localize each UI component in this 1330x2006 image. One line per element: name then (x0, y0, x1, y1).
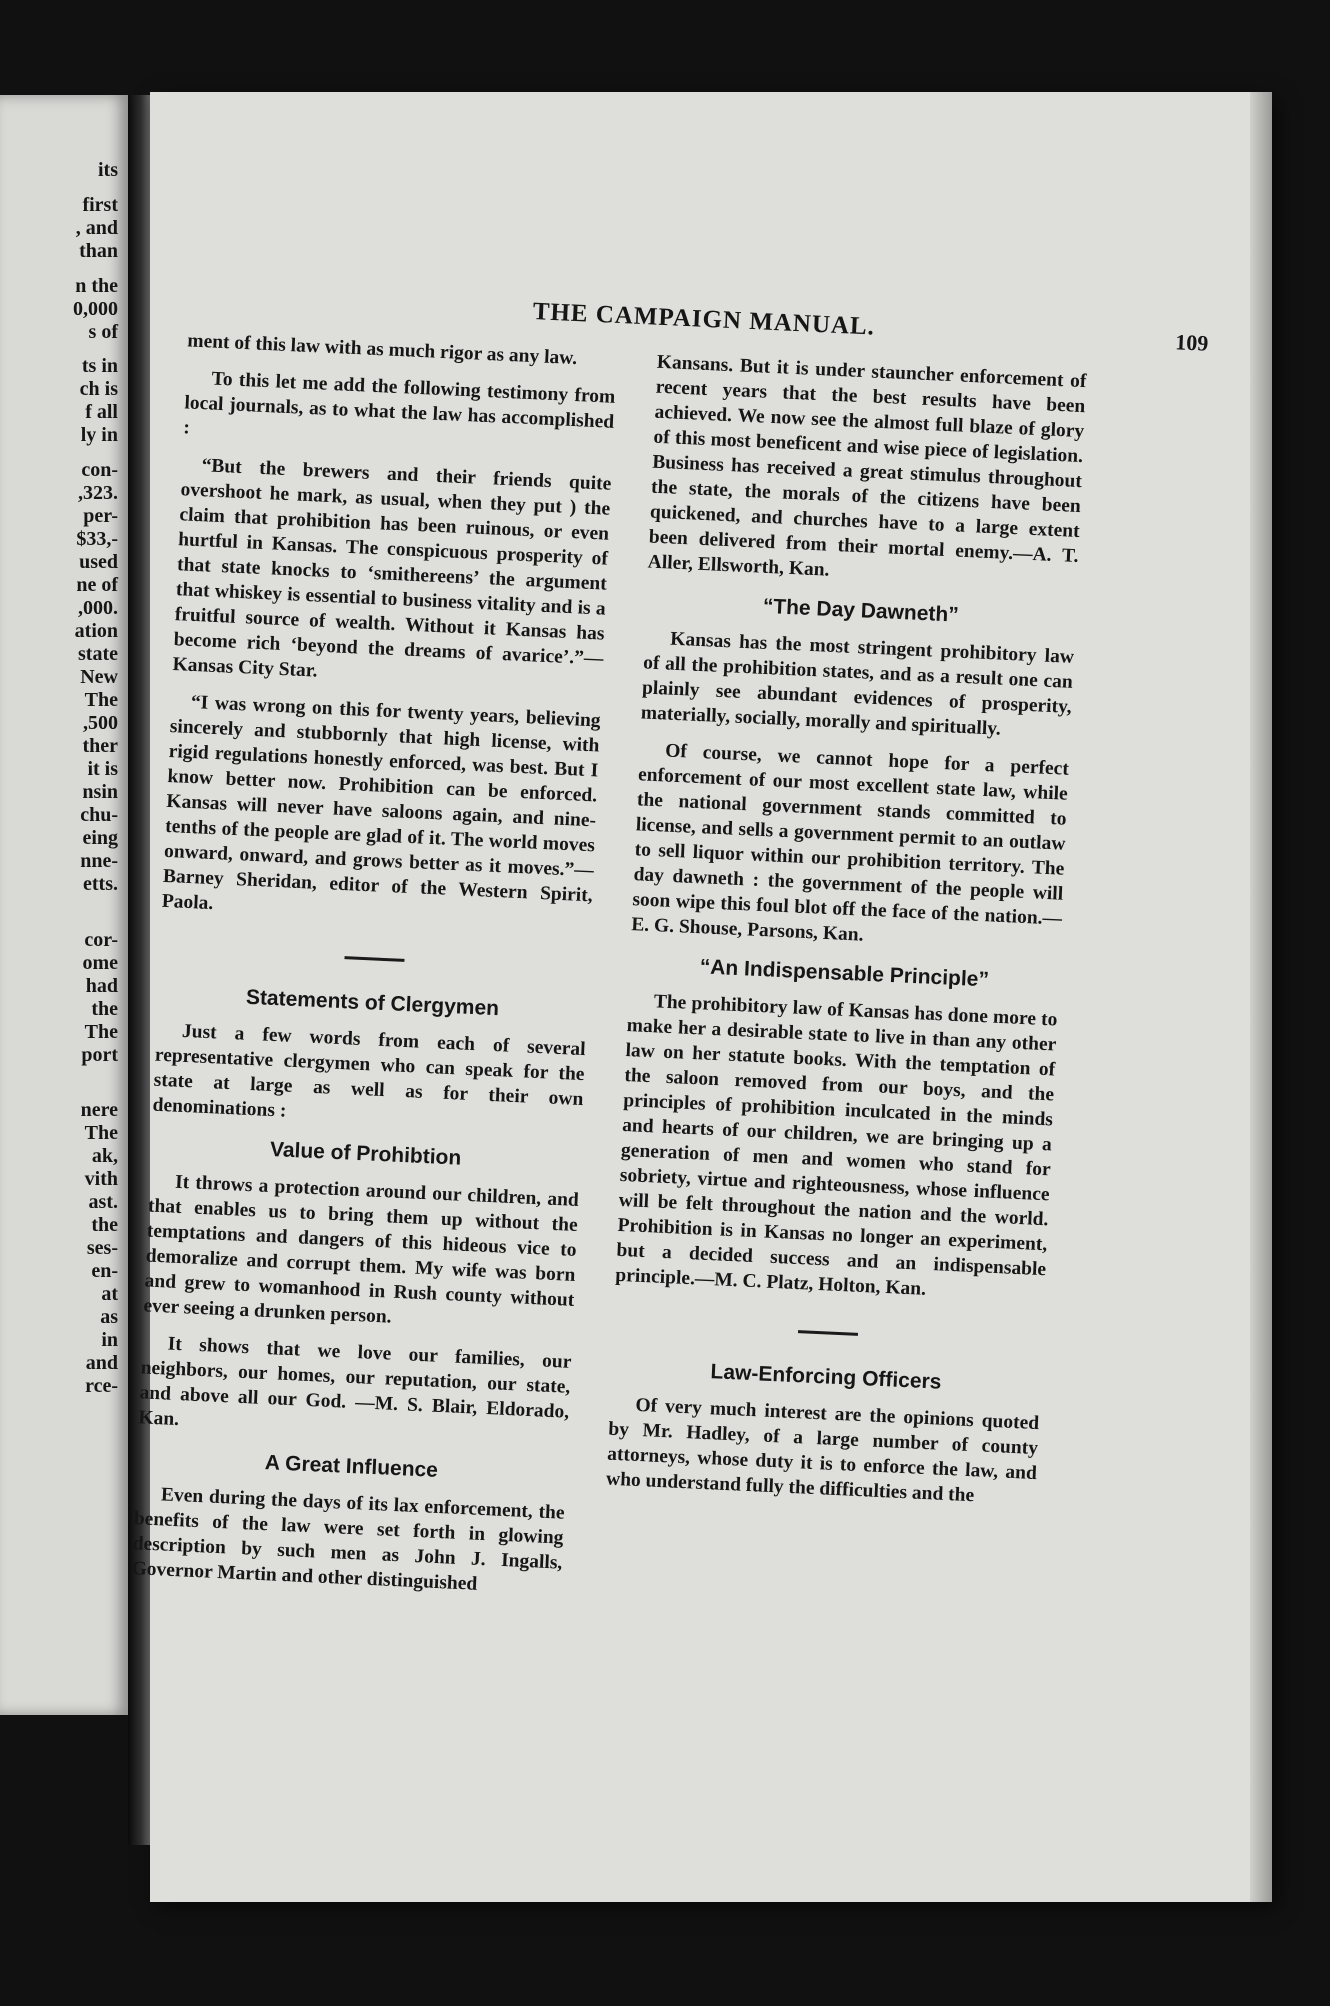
facing-page-fragment: The (84, 1122, 118, 1144)
facing-page-edge (0, 95, 128, 1715)
facing-page-fragment: port (81, 1044, 118, 1066)
facing-page-fragment: ome (82, 952, 118, 974)
facing-page-fragment: n the (75, 275, 118, 297)
facing-page-fragment: ts in (81, 355, 118, 377)
quotation: “But the brewers and their friends quite overshoot he mark, as usual, when they put ) the claim that prohibition has been ruinous, or even hurtful in Kansas. The conspicuous prosperity of that state knocks to ‘smithereens’ the argument that whiskey is essential to business vitality and is a fruitful source of wealth. Without it Kansas has become rich ‘beyond the dreams of avarice’.”—Kansas City Star. (172, 455, 612, 682)
paragraph: ment of this law with as much rigor as any law. (186, 330, 578, 370)
facing-page-fragment: en- (91, 1260, 118, 1282)
section-divider (344, 956, 404, 962)
facing-page-fragment: the (91, 998, 118, 1020)
paragraph: To this let me add the following testimony from local journals, as to what the law has accomplished : (182, 368, 616, 439)
facing-page-fragment: ,500 (83, 712, 118, 734)
facing-page-fragment: nsin (82, 781, 118, 803)
paragraph: Of very much interest are the opinions quoted by Mr. Hadley, of a large number of county attorneys, whose duty it is to enforce the law, and who understand fully the difficulties and the (605, 1394, 1040, 1507)
paragraph: It throws a protection around our children, and that enables us to bring them up without the temptations and dangers of this hideous vice to demoralize and corrupt them. My wife was born and grew to womanhood in Rush county without ever seeing a drunken person. (143, 1171, 580, 1328)
facing-page-fragment: ther (82, 735, 118, 757)
section-heading: Value of Prohibtion (269, 1137, 462, 1170)
facing-page-fragment: nne- (80, 850, 118, 872)
facing-page-fragment: New (80, 666, 118, 688)
paragraph: It shows that we love our families, our neighbors, our homes, our reputation, our state, and above all our God. —M. S. Blair, Eldorado, Kan. (137, 1333, 572, 1431)
facing-page-fragment: and (85, 1352, 118, 1374)
facing-page-fragment: first (82, 194, 118, 216)
paragraph: Of course, we cannot hope for a perfect enforcement of our most excellent state law, while the national government stands committed to license, and sells a government permit to an outlaw to sell liquor within our prohibition territory. The day dawneth : the government of the people will soon wipe this foul blot off the face of the nation.—E. G. Shouse, Parsons, Kan. (630, 740, 1070, 946)
facing-page-fragment: ak, (91, 1145, 118, 1167)
facing-page-fragment: f all (85, 401, 118, 423)
facing-page-fragment: state (78, 643, 118, 665)
facing-page-fragment: the (91, 1214, 118, 1236)
quotation: “I was wrong on this for twenty years, believing sincerely and stubbornly that high license, with rigid regulations honestly enforced, was best. But I know better now. Prohibition can be enforced. Kansas will never have saloons again, and nine-tenths of the people are glad of it. The world moves onward, onward, and grows better as it moves.”—Barney Sheridan, editor of the Western Spirit, Paola. (161, 691, 601, 915)
facing-page-fragment: The (84, 689, 118, 711)
facing-page-fragment: $33,- (76, 528, 118, 550)
paragraph: Kansans. But it is under stauncher enforcement of recent years that the best results have been achieved. We now see the almost full blaze of glory of this most beneficent and wise piece of legislation. Business has received a great stimulus throughout the state, the morals of the citizens have been quickened, and churches have to a large extent been delivered from their mortal enemy.—A. T. Aller, Ellsworth, Kan. (647, 351, 1087, 581)
facing-page-fragment: ast. (88, 1191, 118, 1213)
facing-page-fragment: as (100, 1306, 118, 1328)
facing-page-fragment: 0,000 (73, 298, 118, 320)
facing-page-fragment: cor- (84, 929, 118, 951)
section-divider (798, 1330, 858, 1336)
facing-page-fragment: chu- (80, 804, 118, 826)
paragraph: Kansas has the most stringent prohibitory law of all the prohibition states, and as a result one can plainly see abundant evidences of prosperity, materially, socially, morally and spiritually. (640, 628, 1075, 740)
paragraph: Just a few words from each of several representative clergymen who can speak for the state at large as well as for their own denominations : (152, 1020, 587, 1122)
facing-page-fragment: ses- (86, 1237, 118, 1259)
left-column (130, 328, 617, 1612)
facing-page-fragment: etts. (83, 873, 118, 895)
facing-page-fragment: ne of (76, 574, 118, 596)
facing-page-fragment: per- (83, 505, 118, 527)
section-heading: Statements of Clergymen (245, 985, 500, 1021)
facing-page-fragment: in (101, 1329, 118, 1351)
facing-page-fragment: at (101, 1283, 118, 1305)
facing-page-fragment: had (85, 975, 118, 997)
facing-page-fragment: ,000. (78, 597, 118, 619)
facing-page-fragment: vith (84, 1168, 118, 1190)
facing-page-fragment: rce- (85, 1375, 118, 1397)
running-title: THE CAMPAIGN MANUAL. (532, 298, 876, 341)
facing-page-fragment: ,323. (78, 482, 118, 504)
facing-page-fragment: ly in (80, 424, 118, 446)
section-heading: Law-Enforcing Officers (710, 1360, 942, 1394)
section-heading: “An Indispensable Principle” (699, 955, 990, 992)
facing-page-fragment: its (98, 159, 118, 181)
facing-page-fragment: s of (88, 321, 118, 343)
facing-page-fragment: con- (81, 459, 118, 481)
facing-page-fragment: ation (74, 620, 118, 642)
paragraph: The prohibitory law of Kansas has done more to make her a desirable state to live in than any other law on her statute books. With the temptation of the saloon removed from our boys, and the principles of prohibition inculcated in the minds and hearts of our children, we are bringing up a generation of men and women who stand for sobriety, virtue and righteousness, whose influence will be felt throughout the nation and the world. Prohibition is in Kansas no longer an experiment, but a decided success and an indispensable principle.—M. C. Platz, Holton, Kan. (614, 991, 1058, 1300)
facing-page-fragment: ch is (79, 378, 118, 400)
section-heading: A Great Influence (264, 1451, 439, 1482)
facing-page-fragment: than (79, 240, 118, 262)
facing-page-fragment: eing (82, 827, 118, 849)
book-page (131, 92, 1272, 1902)
page-number: 109 (1174, 329, 1209, 356)
facing-page-fragment: nere (80, 1099, 118, 1121)
facing-page-fragment: it is (87, 758, 118, 780)
page-content (109, 282, 1239, 1888)
facing-page-fragment: The (84, 1021, 118, 1043)
facing-page-fragment: used (79, 551, 118, 573)
section-heading: “The Day Dawneth” (762, 594, 960, 627)
facing-page-fragment: , and (75, 217, 118, 239)
right-column (605, 350, 1087, 1523)
paragraph: Even during the days of its lax enforcement, the benefits of the law were set forth in glowing description by such men as John J. Ingalls, Governor Martin and other distinguished (131, 1484, 566, 1595)
